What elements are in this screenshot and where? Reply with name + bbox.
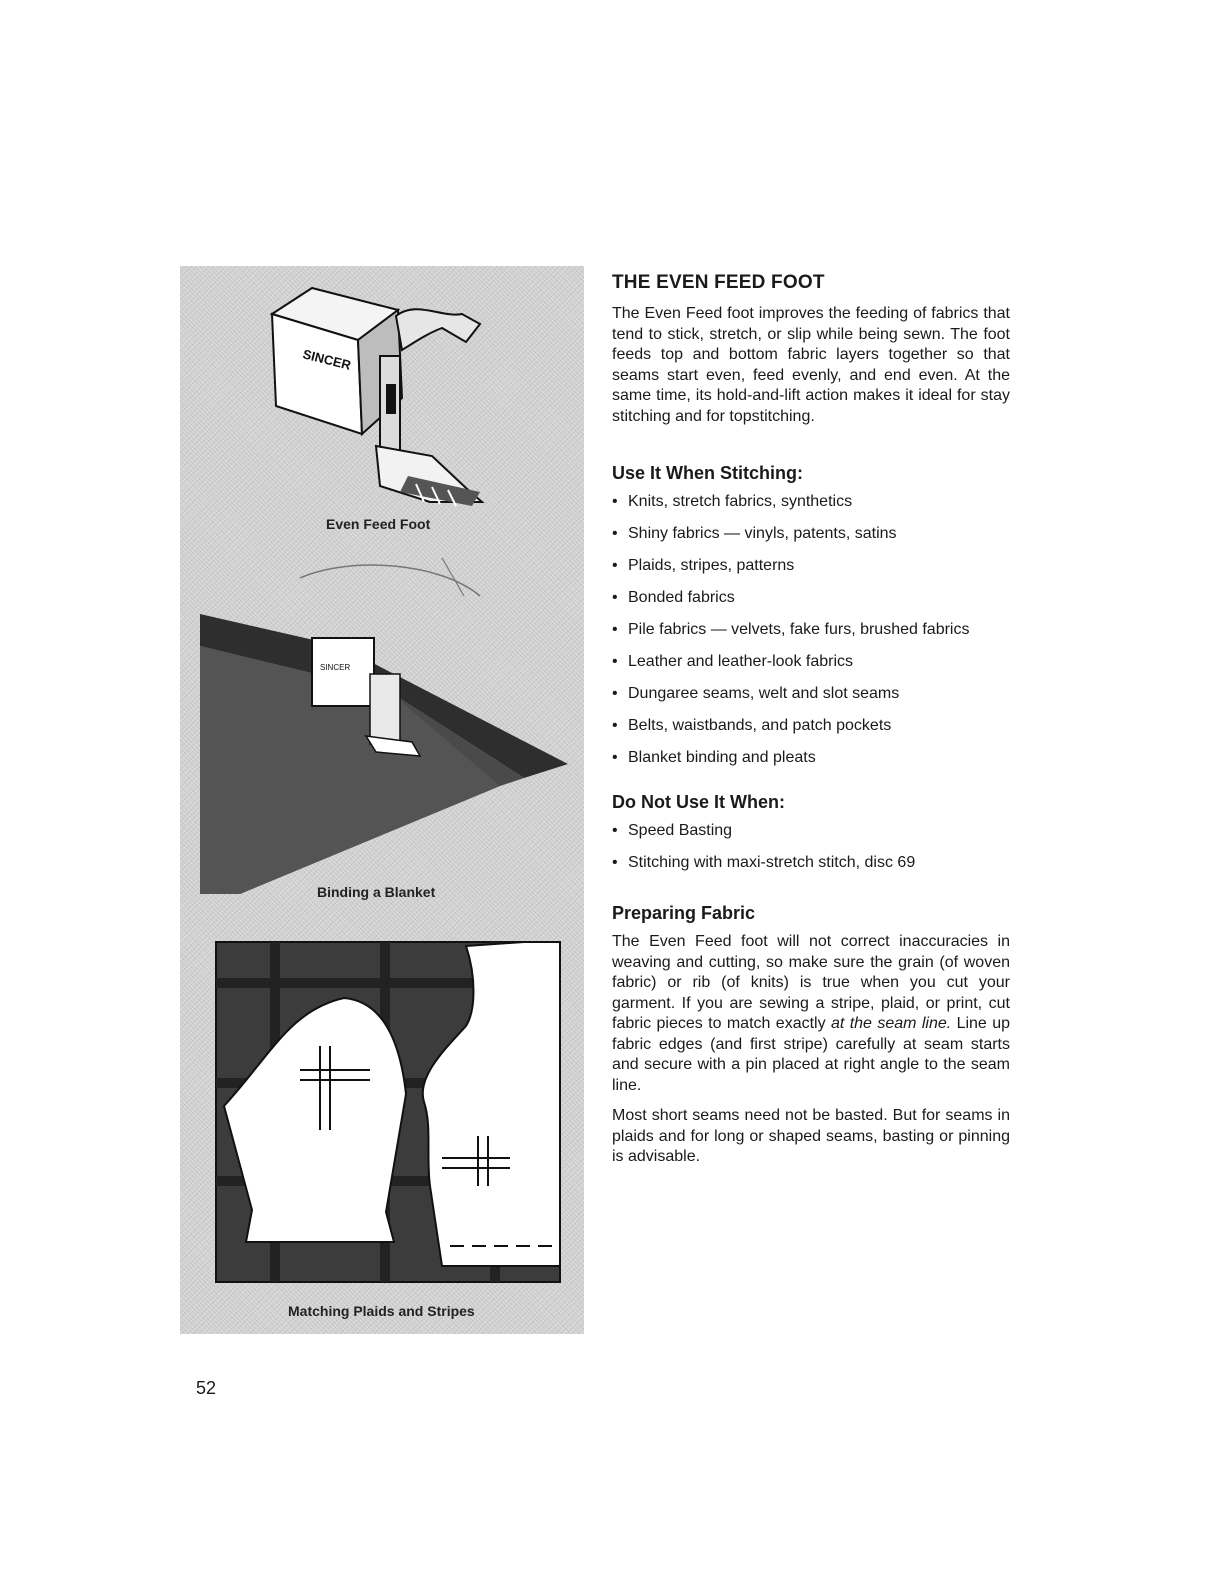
do-not-use-list: [612, 821, 1010, 873]
preparing-text-a: The Even Feed foot will not correct inaccuracies in weaving and cutting, so make sure the grain (of woven fabric) or rib (of knits) is true when you cut your garment. If you are sewing a stripe, plaid, or print, cut fabric pieces to match exactly: [612, 933, 1010, 1032]
caption-binding-blanket: Binding a Blanket: [317, 884, 436, 900]
text-column: [612, 272, 1010, 1168]
caption-even-feed-foot: Even Feed Foot: [326, 516, 431, 532]
preparing-paragraph-1: [612, 932, 1010, 1096]
do-not-use-heading: Do Not Use It When:: [612, 792, 785, 812]
list-item: • Shiny fabrics — vinyls, patents, satins: [612, 524, 1010, 544]
intro-paragraph: The Even Feed foot improves the feeding of fabrics that tend to stick, stretch, or slip while being sewn. The foot feeds top and bottom fabric layers together so that seams start even, feed evenly, and end even. At the same time, its hold-and-lift action makes it ideal for stay stitching and for topstitching.: [612, 305, 1010, 425]
illustration-panel: [180, 266, 584, 1334]
list-item: • Leather and leather-look fabrics: [612, 652, 1010, 672]
list-item: • Bonded fabrics: [612, 588, 1010, 608]
blanket-binding-drawing: [200, 558, 568, 894]
brand-label-small: SINCER: [320, 663, 351, 672]
list-item: • Blanket binding and pleats: [612, 748, 1010, 768]
illustration-drawings: [180, 266, 584, 1334]
preparing-fabric-heading: Preparing Fabric: [612, 903, 756, 923]
even-feed-foot-drawing: [272, 288, 482, 506]
preparing-emphasis: at the seam line.: [830, 1015, 952, 1032]
list-item: • Dungaree seams, welt and slot seams: [612, 684, 1010, 704]
list-item: • Knits, stretch fabrics, synthetics: [612, 492, 1010, 512]
section-title: THE EVEN FEED FOOT: [612, 272, 825, 293]
list-item: • Plaids, stripes, patterns: [612, 556, 1010, 576]
brand-label: SINCER: [301, 346, 353, 373]
list-item: • Stitching with maxi-stretch stitch, disc 69: [612, 853, 1010, 873]
preparing-text-b: Line up fabric edges (and first stripe) carefully at seam starts and secure with a pin placed at right angle to the seam line.: [612, 1015, 1010, 1094]
use-when-heading: Use It When Stitching:: [612, 463, 803, 483]
list-item: • Speed Basting: [612, 821, 1010, 841]
caption-matching-plaids: Matching Plaids and Stripes: [288, 1303, 475, 1319]
use-when-list: [612, 492, 1010, 768]
plaid-matching-drawing: [216, 942, 560, 1282]
page-number: 52: [196, 1378, 217, 1398]
list-item: • Pile fabrics — velvets, fake furs, brushed fabrics: [612, 620, 1010, 640]
list-item: • Belts, waistbands, and patch pockets: [612, 716, 1010, 736]
preparing-paragraph-2: Most short seams need not be basted. But for seams in plaids and for long or shaped seams, basting or pinning is advisable.: [612, 1107, 1010, 1165]
